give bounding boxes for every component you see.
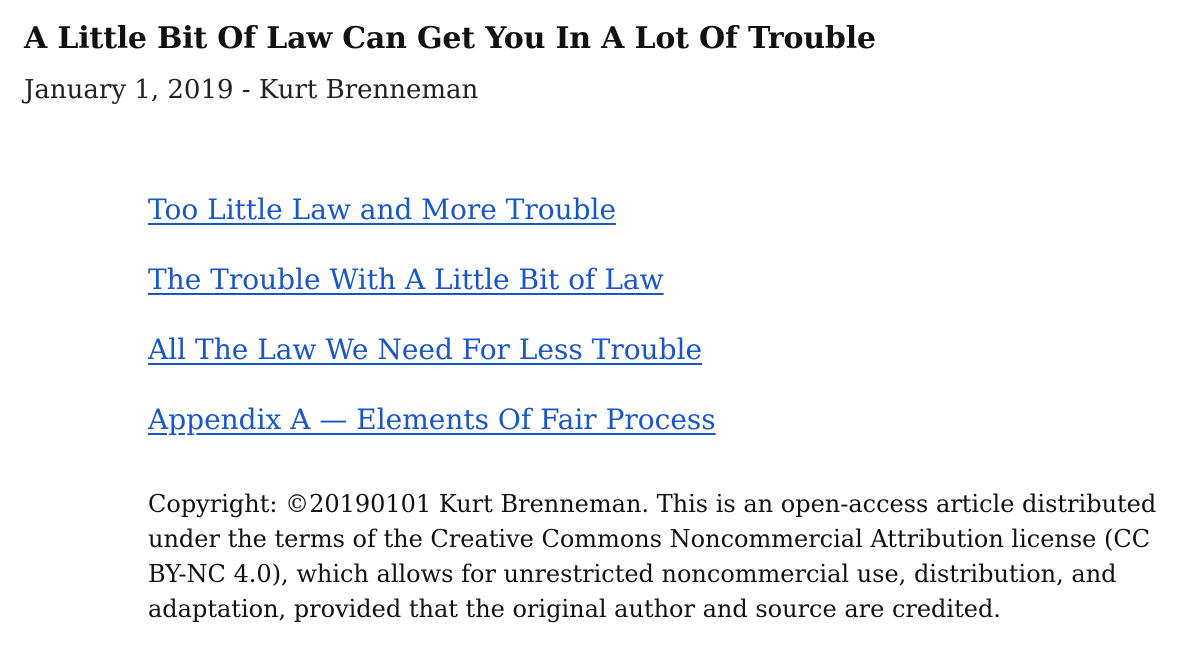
- article-byline: January 1, 2019 - Kurt Brenneman: [24, 75, 479, 105]
- toc-item: [148, 330, 716, 400]
- article-title: A Little Bit Of Law Can Get You In A Lot Of Trouble: [24, 21, 876, 56]
- toc-link-all-the-law[interactable]: All The Law We Need For Less Trouble: [148, 333, 703, 366]
- toc-item: [148, 190, 716, 260]
- toc-item: [148, 260, 716, 330]
- table-of-contents: [148, 190, 716, 470]
- copyright-notice: Copyright: ©20190101 Kurt Brenneman. This is an open-access article distributed under the terms of the Creative Commons Noncommercial Attribution license (CC BY-NC 4.0), which allows for unrestricted noncommercial use, distribution, and adaptation, provided that the original author and source are credited.: [148, 490, 1157, 623]
- toc-item: [148, 400, 716, 470]
- toc-link-too-little-law[interactable]: Too Little Law and More Trouble: [148, 193, 617, 226]
- toc-link-trouble-with-little-law[interactable]: The Trouble With A Little Bit of Law: [148, 263, 664, 296]
- toc-link-appendix-a[interactable]: Appendix A — Elements Of Fair Process: [148, 403, 716, 436]
